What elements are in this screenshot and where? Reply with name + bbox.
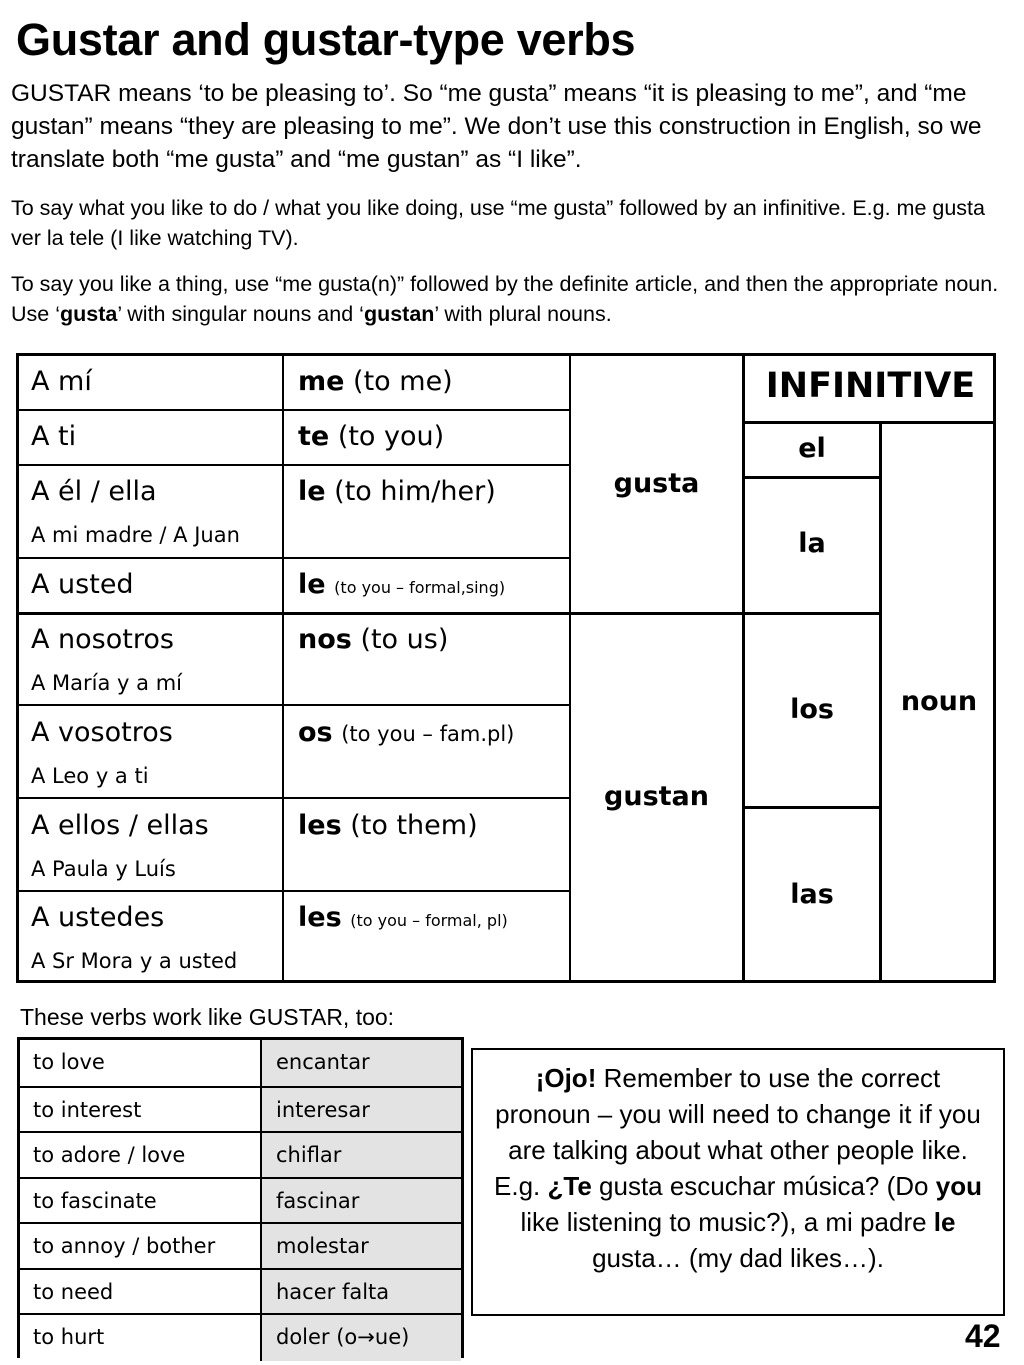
- pronoun-cell: os (to you – fam.pl): [298, 717, 515, 748]
- english-cell: to hurt: [20, 1315, 260, 1361]
- ojo-note: ¡Ojo! Remember to use the correct pronoun – you will need to change it if you are talking about what other people like. E.g. ¿Te gusta escuchar música? (Do you like listening to music?), a mi padre le gusta… (my dad likes…).: [471, 1048, 1005, 1316]
- spanish-cell: molestar: [260, 1224, 461, 1270]
- pronoun-cell: le (to you – formal,sing): [298, 569, 506, 600]
- subject-cell: A ti: [31, 421, 77, 452]
- example-cell: A Paula y Luís: [31, 857, 176, 881]
- pronoun-cell: le (to him/her): [298, 476, 496, 507]
- example-cell: A Leo y a ti: [31, 764, 149, 788]
- subject-cell: A mí: [31, 366, 92, 397]
- example-cell: A mi madre / A Juan: [31, 523, 240, 547]
- article-los: los: [790, 694, 834, 725]
- table-row: [20, 1222, 461, 1270]
- table-row: [20, 1086, 461, 1134]
- pronoun-cell: nos (to us): [298, 624, 449, 655]
- spanish-cell: encantar: [260, 1040, 461, 1086]
- english-cell: to fascinate: [20, 1179, 260, 1225]
- verbs-table: [17, 1037, 464, 1358]
- pronoun-grid: [16, 353, 996, 983]
- subject-cell: A nosotros: [31, 624, 174, 655]
- subject-cell: A ustedes: [31, 902, 165, 933]
- table-row: [20, 1131, 461, 1179]
- article-las: las: [790, 879, 834, 910]
- infinitive-explanation: To say what you like to do / what you like doing, use “me gusta” followed by an infinitive. E.g. me gusta ver la tele (I like watching TV).: [11, 196, 985, 250]
- gusta-label: gusta: [613, 468, 700, 499]
- english-cell: to love: [20, 1040, 260, 1086]
- spanish-cell: chiflar: [260, 1133, 461, 1179]
- subject-cell: A él / ella: [31, 476, 157, 507]
- english-cell: to annoy / bother: [20, 1224, 260, 1270]
- english-cell: to need: [20, 1270, 260, 1316]
- infinitive-label: INFINITIVE: [765, 366, 976, 406]
- noun-label: noun: [900, 686, 978, 717]
- pronoun-cell: me (to me): [298, 366, 453, 397]
- article-el: el: [798, 433, 826, 464]
- article-la: la: [798, 528, 826, 559]
- subject-cell: A ellos / ellas: [31, 810, 209, 841]
- table-row: [20, 1040, 461, 1086]
- spanish-cell: doler (o→ue): [260, 1315, 461, 1361]
- verbs-heading: These verbs work like GUSTAR, too:: [20, 1004, 395, 1030]
- pronoun-cell: les (to you – formal, pl): [298, 902, 508, 933]
- page-number: 42: [965, 1318, 1001, 1354]
- table-row: [20, 1268, 461, 1316]
- example-cell: A Sr Mora y a usted: [31, 949, 238, 973]
- spanish-cell: hacer falta: [260, 1270, 461, 1316]
- table-row: [20, 1177, 461, 1225]
- subject-cell: A vosotros: [31, 717, 173, 748]
- english-cell: to interest: [20, 1088, 260, 1134]
- spanish-cell: fascinar: [260, 1179, 461, 1225]
- intro-paragraph: GUSTAR means ‘to be pleasing to’. So “me gusta” means “it is pleasing to me”, and “me gustan” means “they are pleasing to me”. We don’t use this construction in English, so we translate both “me gusta” and “me gustan” as “I like”.: [11, 80, 982, 173]
- pronoun-cell: te (to you): [298, 421, 445, 452]
- spanish-cell: interesar: [260, 1088, 461, 1134]
- table-row: [20, 1313, 461, 1361]
- pronoun-cell: les (to them): [298, 810, 478, 841]
- noun-explanation: To say you like a thing, use “me gusta(n)” followed by the definite article, and then the appropriate noun. Use ‘gusta’ with singular nouns and ‘gustan’ with plural nouns.: [11, 272, 999, 326]
- english-cell: to adore / love: [20, 1133, 260, 1179]
- example-cell: A María y a mí: [31, 671, 182, 695]
- subject-cell: A usted: [31, 569, 134, 600]
- page-title: Gustar and gustar-type verbs: [16, 14, 636, 65]
- gustan-label: gustan: [604, 781, 709, 812]
